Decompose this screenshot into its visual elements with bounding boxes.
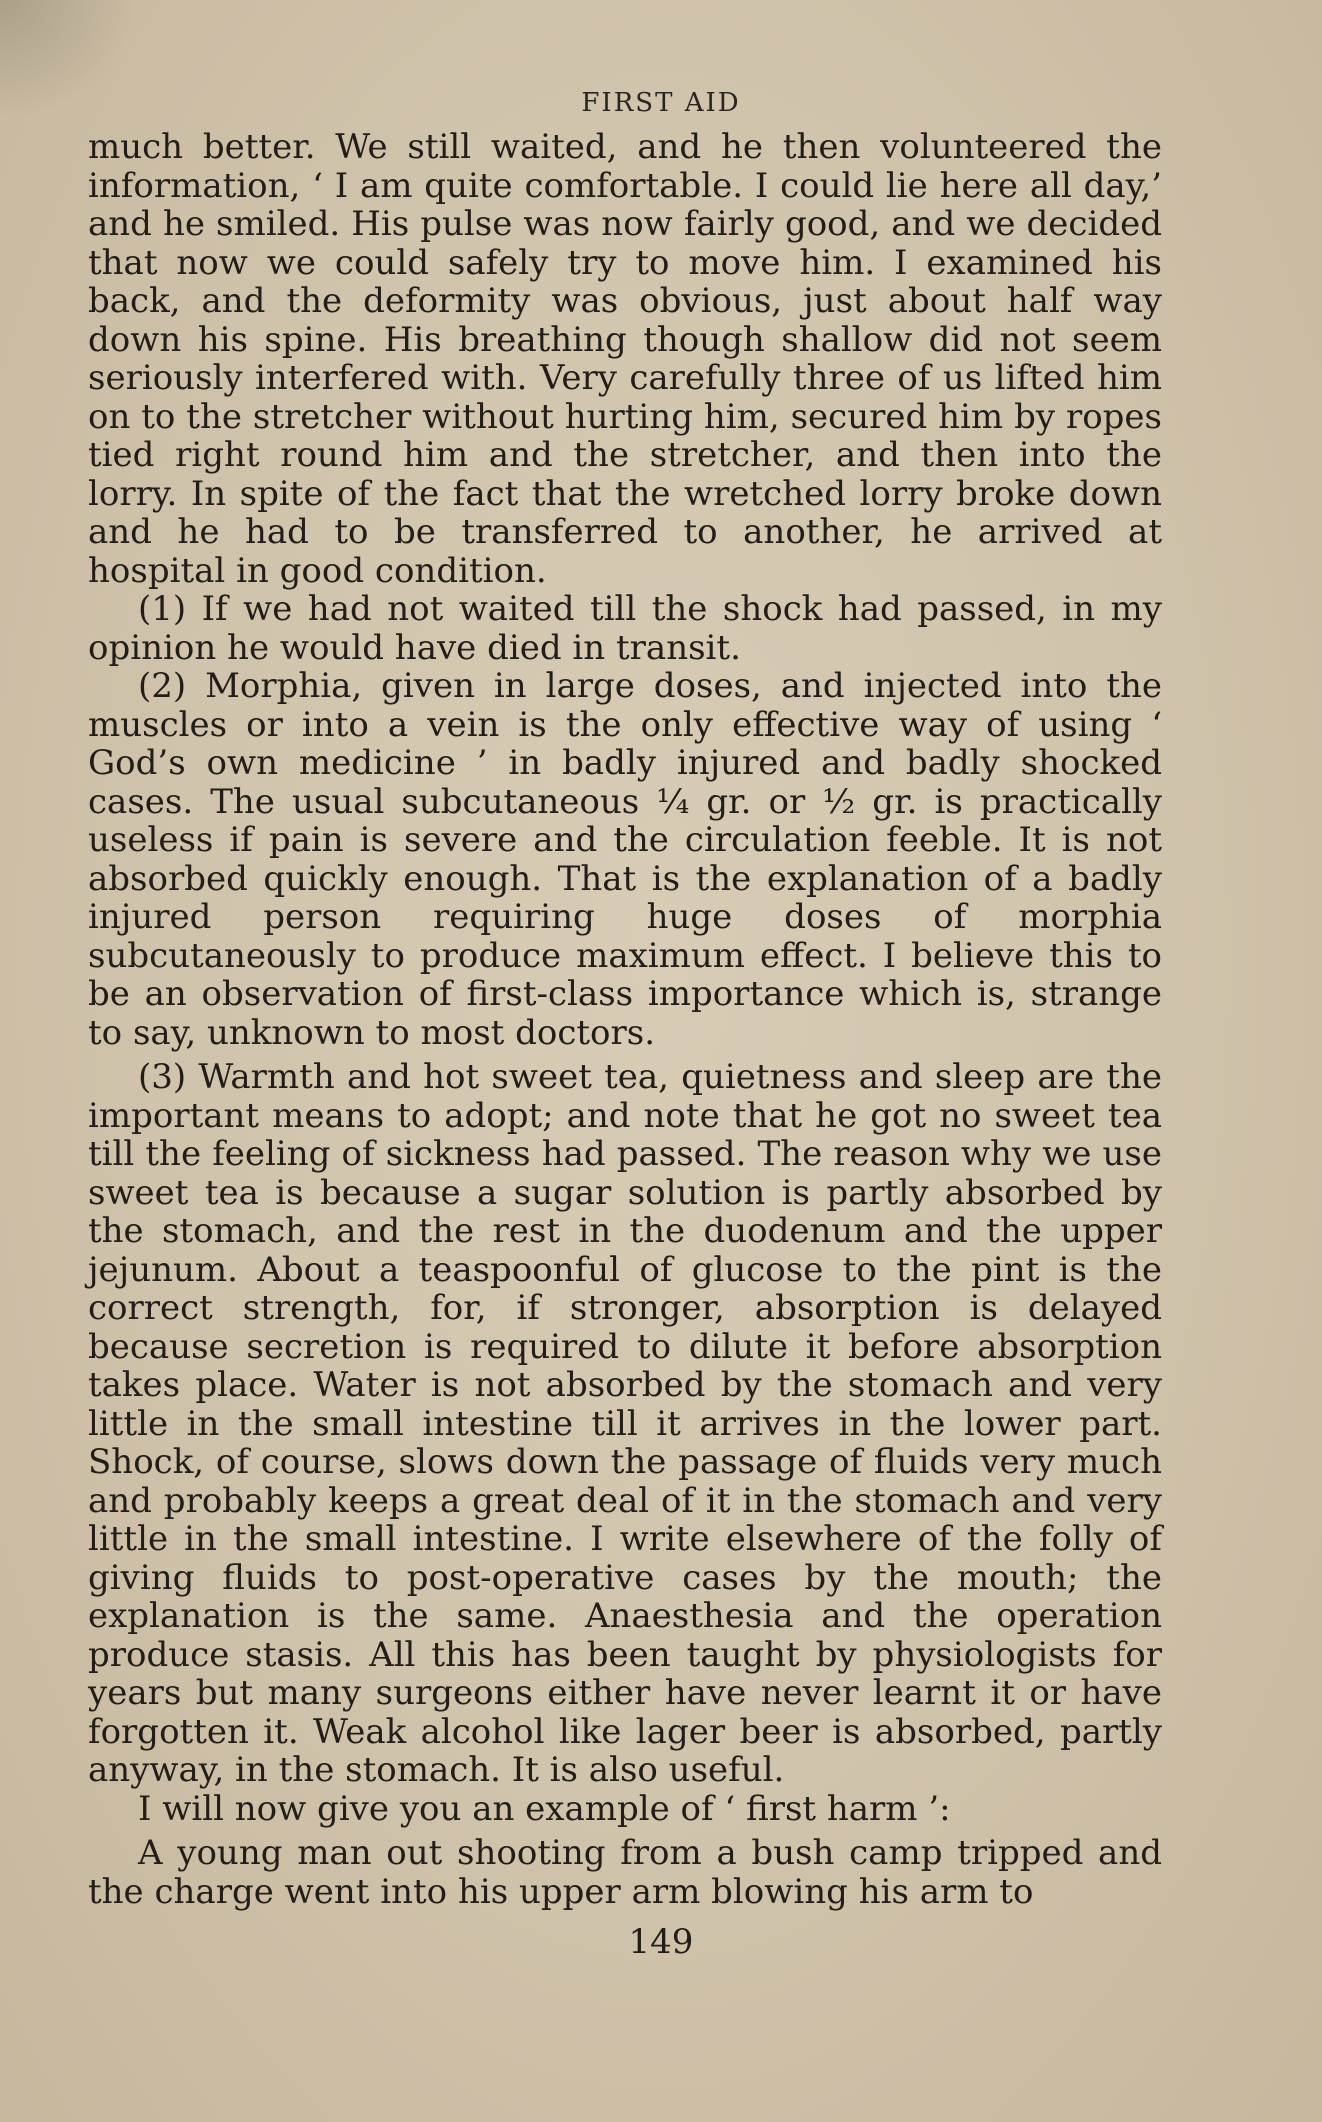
- page-number: 149: [628, 1922, 694, 1962]
- paragraph-point-1: (1) If we had not waited till the shock had passed, in my opinion he would have died in transit.: [88, 589, 1162, 668]
- paragraph-point-2: (2) Morphia, given in large doses, and injected into the muscles or into a vein is the only effective way of using ‘ God’s own medicine ’ in badly injured and badly shocked cases. The usual subcutaneous ¼ gr. or ½ gr. is practically useless if pain is severe and the circulation feeble. It is not absorbed quickly enough. That is the explanation of a badly injured person requiring huge doses of morphia subcutaneously to produce maximum effect. I believe this to be an observation of first-class importance which is, strange to say, unknown to most doctors.: [88, 666, 1162, 1053]
- paragraph-point-3: (3) Warmth and hot sweet tea, quietness and sleep are the important means to adopt; and note that he got no sweet tea till the feeling of sickness had passed. The reason why we use sweet tea is because a sugar solution is partly absorbed by the stomach, and the rest in the duodenum and the upper jejunum. About a teaspoonful of glucose to the pint is the correct strength, for, if stronger, absorption is delayed because secretion is required to dilute it before absorption takes place. Water is not absorbed by the stomach and very little in the small intestine till it arrives in the lower part. Shock, of course, slows down the passage of fluids very much and probably keeps a great deal of it in the stomach and very little in the small intestine. I write elsewhere of the folly of giving fluids to post-operative cases by the mouth; the explanation is the same. Anaesthesia and the operation produce stasis. All this has been taught by physiologists for years but many surgeons either have never learnt it or have forgotten it. Weak alcohol like lager beer is absorbed, partly anyway, in the stomach. It is also useful.: [88, 1057, 1162, 1790]
- running-head: FIRST AID: [581, 88, 741, 118]
- paragraph-example-intro: I will now give you an example of ‘ first harm ’:: [138, 1788, 951, 1829]
- body-text: [88, 128, 1162, 1911]
- paragraph-continuation: much better. We still waited, and he then volunteered the information, ‘ I am quite comfortable. I could lie here all day,’ and he smiled. His pulse was now fairly good, and we decided that now we could safely try to move him. I examined his back, and the deformity was obvious, just about half way down his spine. His breathing though shallow did not seem seriously interfered with. Very carefully three of us lifted him on to the stretcher without hurting him, secured him by ropes tied right round him and the stretcher, and then into the lorry. In spite of the fact that the wretched lorry broke down and he had to be transferred to another, he arrived at hospital in good condition.: [88, 127, 1162, 591]
- paragraph-example: A young man out shooting from a bush camp tripped and the charge went into his upper arm blowing his arm to: [88, 1833, 1162, 1912]
